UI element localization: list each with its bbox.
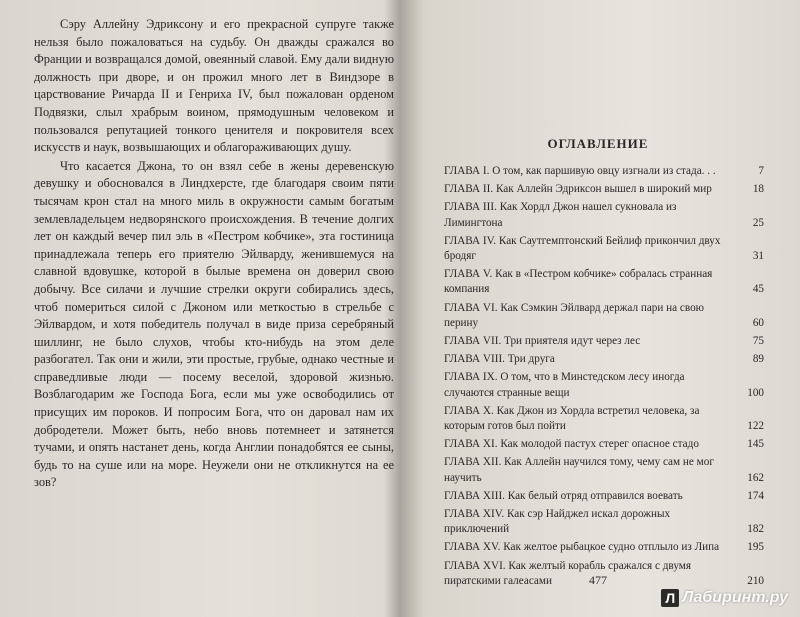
- toc-entry: ГЛАВА XIV. Как сэр Найджел искал дорожных приключений 182: [444, 508, 764, 536]
- toc-entry: ГЛАВА XIII. Как белый отряд отправился воевать 174: [444, 489, 764, 502]
- toc-entry: ГЛАВА VIII. Три друга 89: [444, 353, 764, 366]
- table-of-contents: [444, 164, 764, 592]
- right-page: [428, 0, 768, 617]
- toc-entry: ГЛАВА X. Как Джон из Хордла встретил человека, за которым готов был пойти 122: [444, 404, 764, 433]
- toc-entry: ГЛАВА V. Как в «Пестром кобчике» собралась странная компания 45: [444, 268, 764, 296]
- toc-entry: ГЛАВА XII. Как Аллейн научился тому, чему сам не мог научить 162: [444, 456, 764, 484]
- toc-entry: ГЛАВА XI. Как молодой пастух стерег опасное стадо 145: [444, 438, 764, 451]
- left-page: [34, 16, 394, 492]
- watermark-logo-icon: Л: [661, 589, 679, 607]
- watermark: [661, 589, 788, 607]
- toc-entry: ГЛАВА IV. Как Саутгемптонский Бейлиф прикончил двух бродяг 31: [444, 234, 764, 263]
- toc-title: ОГЛАВЛЕНИЕ: [547, 136, 649, 151]
- watermark-text: Лабиринт.ру: [682, 589, 788, 606]
- paragraph: Что касается Джона, то он взял себе в жены деревенскую девушку и обосновался в Линдхерсте, где благодаря своим пяти тысячам крон стал на много миль в окружности самым богатым землевладельцем недворянского происхождения. В течение долгих лет он каждый вечер пил эль в «Пестром кобчике», эта гостиница принадлежала теперь его приятелю Эйлварду, женившемуся на славной вдовушке, которой в былые времена он доверил свою добычу. Все силачи и лучшие стрелки округи собирались здесь, чтоб помериться силой с Джоном или меткостью в стрельбе с Эйлвардом, и хотя победитель получал в виде приза серебряный шиллинг, не было слухов, чтобы кто-нибудь на этом деле разбогател. Так они и жили, эти простые, грубые, однако честные и справедливые люди — посему веселой, здоровой жизнью. Возблагодарим же Господа Бога, если мы уже освободились от присущих им пороков. И попросим Бога, что он даровал нам их добродетели. Может быть, небо вновь потемнеет и затянется тучами, и опять настанет день, когда Англии понадобятся ее сыны, будь то на суше или на море. Неужели они не откликнутся на ее зов?: [34, 158, 394, 490]
- toc-entry: ГЛАВА VII. Три приятеля идут через лес 75: [444, 335, 764, 348]
- toc-entry: ГЛАВА I. О том, как паршивую овцу изгнали из стада. . . 7: [444, 165, 764, 177]
- toc-entry: ГЛАВА VI. Как Сэмкин Эйлвард держал пари на свою перину 60: [444, 301, 764, 329]
- toc-entry: ГЛАВА II. Как Аллейн Эдриксон вышел в широкий мир 18: [444, 183, 764, 196]
- page-number: 477: [589, 573, 607, 587]
- toc-entry: ГЛАВА III. Как Хордл Джон нашел сукновала из Лимингтона 25: [444, 201, 764, 229]
- paragraph: Сэру Аллейну Эдриксону и его прекрасной супруге также нельзя было пожаловаться на судьбу. Он дважды сражался во Франции и возвращался домой, овеянный славой. Ему дали видную должность при дворе, и он прожил много лет в Виндзоре в царствование Ричарда II и Генриха IV, был пожалован орденом Подвязки, слыл храбрым воином, прямодушным человеком и пользовался репутацией тонкого ценителя и покровителя всех искусств и наук, возвышающих и облагораживающих душу.: [34, 17, 394, 155]
- toc-entry: ГЛАВА XVI. Как желтый корабль сражался с двумя пиратскими галеасами 210: [444, 559, 764, 587]
- toc-entry: ГЛАВА IX. О том, что в Минстедском лесу иногда случаются странные вещи 100: [444, 371, 764, 399]
- toc-entry: ГЛАВА XV. Как желтое рыбацкое судно отплыло из Липа 195: [444, 541, 764, 554]
